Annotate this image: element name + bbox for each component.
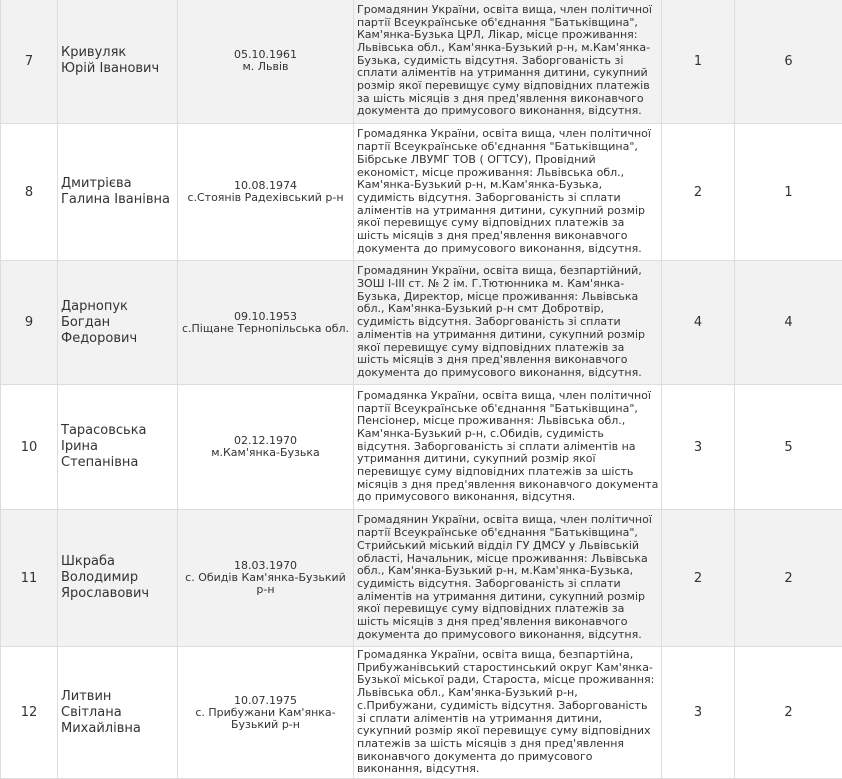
birth-info [178,124,354,261]
name-line: Ірина [61,439,177,455]
candidate-info: Громадянка України, освіта вища, член політичної партії Всеукраїнське об'єднання "Батьківщина", Бібрське ЛВУМГ ТОВ ( ОГТСУ), Провідний економіст, місце проживання: Львівська обл., Кам'янка-Бузький р-н, м.Кам'янка-Бузька, судимість відсутня. Заборгованість зі сплати аліментів на утримання дитини, сукупний розмір якої перевищує суму відповідних платежів за шість місяців з дня пред'явлення виконавчого документа до примусового виконання, відсутня. [354,124,662,261]
birth-info [178,0,354,124]
value-col-2: 1 [735,124,842,261]
birth-place: с. Обидів Кам'янка-Бузький р-н [180,572,351,596]
birth-place: м. Львів [180,61,351,73]
candidate-info: Громадянка України, освіта вища, член політичної партії Всеукраїнське об'єднання "Батьківщина", Пенсіонер, місце проживання: Львівська обл., Кам'янка-Бузький р-н, с.Обидів, судимість відсутня. Заборгованість зі сплати аліментів на утримання дитини, сукупний розмір якої перевищує суму відповідних платежів за шість місяців з дня пред'явлення виконавчого документа до примусового виконання, відсутня. [354,385,662,510]
candidate-name [58,0,178,124]
name-line: Дарнопук [61,299,177,315]
table-row [1,261,842,385]
birth-place: м.Кам'янка-Бузька [180,447,351,459]
value-col-2: 2 [735,510,842,647]
name-line: Тарасовська [61,423,177,439]
candidate-name [58,261,178,385]
name-line: Дмитрієва [61,176,177,192]
row-number: 12 [1,647,58,779]
birth-date: 10.08.1974 [180,180,351,192]
birth-place: с. Прибужани Кам'янка-Бузький р-н [180,707,351,731]
table-row [1,0,842,124]
birth-date: 09.10.1953 [180,311,351,323]
name-line: Ярославович [61,586,177,602]
birth-info [178,385,354,510]
value-col-1: 1 [662,0,735,124]
value-col-2: 5 [735,385,842,510]
value-col-1: 4 [662,261,735,385]
birth-info [178,261,354,385]
birth-place: с.Піщане Тернопільська обл. [180,323,351,335]
name-line: Кривуляк [61,45,177,61]
name-line: Світлана [61,705,177,721]
candidate-name [58,385,178,510]
value-col-2: 2 [735,647,842,779]
birth-place: с.Стоянів Радехівський р-н [180,192,351,204]
name-line: Степанівна [61,455,177,471]
table-row [1,647,842,779]
value-col-2: 4 [735,261,842,385]
candidate-info: Громадянин України, освіта вища, член політичної партії Всеукраїнське об'єднання "Батьківщина", Стрийський міський відділ ГУ ДМСУ у Львівській області, Начальник, місце проживання: Львівська обл., Кам'янка-Бузький р-н, м.Кам'янка-Бузька, судимість відсутня. Заборгованість зі сплати аліментів на утримання дитини, сукупний розмір якої перевищує суму відповідних платежів за шість місяців з дня пред'явлення виконавчого документа до примусового виконання, відсутня. [354,510,662,647]
candidate-name [58,124,178,261]
candidate-info: Громадянин України, освіта вища, член політичної партії Всеукраїнське об'єднання "Батьківщина", Кам'янка-Бузька ЦРЛ, Лікар, місце проживання: Львівська обл., Кам'янка-Бузький р-н, м.Кам'янка-Бузька, судимість відсутня. Заборгованість зі сплати аліментів на утримання дитини, сукупний розмір якої перевищує суму відповідних платежів за шість місяців з дня пред'явлення виконавчого документа до примусового виконання, відсутня. [354,0,662,124]
birth-info [178,510,354,647]
name-line: Шкраба [61,554,177,570]
row-number: 8 [1,124,58,261]
name-line: Михайлівна [61,721,177,737]
candidate-name [58,510,178,647]
candidate-info: Громадянин України, освіта вища, безпартійний, ЗОШ І-ІІІ ст. № 2 ім. Г.Тютюнника м. Кам'янка-Бузька, Директор, місце проживання: Львівська обл., Кам'янка-Бузький р-н смт Добротвір, судимість відсутня. Заборгованість зі сплати аліментів на утримання дитини, сукупний розмір якої перевищує суму відповідних платежів за шість місяців з дня пред'явлення виконавчого документа до примусового виконання, відсутня. [354,261,662,385]
value-col-1: 2 [662,124,735,261]
name-line: Федорович [61,331,177,347]
value-col-1: 2 [662,510,735,647]
table-row [1,510,842,647]
candidate-info: Громадянка України, освіта вища, безпартійна, Прибужанівський старостинський округ Кам'янка-Бузької міської ради, Староста, місце проживання: Львівська обл., Кам'янка-Бузький р-н, с.Прибужани, судимість відсутня. Заборгованість зі сплати аліментів на утримання дитини, сукупний розмір якої перевищує суму відповідних платежів за шість місяців з дня пред'явлення виконавчого документа до примусового виконання, відсутня. [354,647,662,779]
birth-date: 10.07.1975 [180,695,351,707]
name-line: Галина Іванівна [61,192,177,208]
name-line: Юрій Іванович [61,61,177,77]
birth-date: 05.10.1961 [180,49,351,61]
name-line: Литвин [61,689,177,705]
table-row [1,124,842,261]
row-number: 11 [1,510,58,647]
birth-date: 18.03.1970 [180,560,351,572]
name-line: Володимир [61,570,177,586]
value-col-2: 6 [735,0,842,124]
value-col-1: 3 [662,647,735,779]
row-number: 10 [1,385,58,510]
row-number: 7 [1,0,58,124]
birth-info [178,647,354,779]
row-number: 9 [1,261,58,385]
candidate-name [58,647,178,779]
table-row [1,385,842,510]
birth-date: 02.12.1970 [180,435,351,447]
value-col-1: 3 [662,385,735,510]
name-line: Богдан [61,315,177,331]
